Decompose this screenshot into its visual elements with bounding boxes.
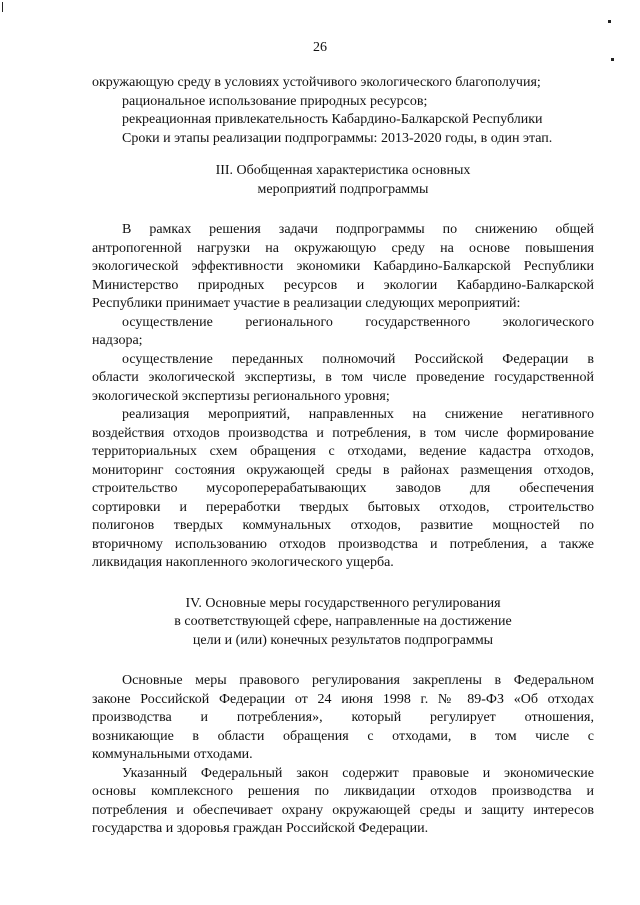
paragraph-line: законе Российской Федерации от 24 июня 1998 г. № 89-ФЗ «Об отходах (92, 691, 594, 707)
paragraph-line: ликвидация накопленного экологического ущерба. (92, 555, 394, 570)
paragraph-line: реализация мероприятий, направленных на снижение негативного (122, 407, 594, 422)
paragraph-line: Республики принимает участие в реализации следующих мероприятий: (92, 296, 521, 311)
paragraph-line: области экологической экспертизы, в том числе проведение государственной (92, 370, 594, 385)
page-content (92, 74, 594, 839)
paragraph-line: потребления и обеспечивает охрану окружающей среды и защиту интересов (92, 802, 594, 818)
scan-mark-left (2, 2, 3, 12)
section-heading-line: в соответствующей сфере, направленные на достижение (174, 614, 512, 629)
intro-line: Сроки и этапы реализации подпрограммы: 2013-2020 годы, в один этап. (122, 130, 553, 146)
paragraph-line: вторичному использованию отходов производства и потребления, а также (92, 536, 594, 552)
paragraph-line: коммунальными отходами. (92, 747, 253, 762)
paragraph-line: сортировки и переработки твердых бытовых отходов, строительство (92, 499, 594, 515)
page-number: 26 (313, 40, 327, 55)
paragraph-line: осуществление переданных полномочий Российской Федерации в (122, 351, 594, 367)
paragraph-line: экологической эффективности экономики Кабардино-Балкарской Республики (92, 259, 594, 274)
paragraph-line: В рамках решения задачи подпрограммы по снижению общей (122, 222, 594, 237)
section-heading-line: IV. Основные меры государственного регулирования (185, 595, 501, 611)
paragraph-line: территориальных схем обращения с отходами, ведение кадастра отходов, (92, 444, 594, 459)
intro-line: рекреационная привлекательность Кабардино-Балкарской Республики (122, 112, 543, 127)
section-heading-line: III. Обобщенная характеристика основных (215, 163, 471, 178)
section-3-paragraph (92, 221, 594, 314)
intro-line: рациональное использование природных ресурсов; (122, 93, 428, 109)
measure-item-3 (92, 406, 594, 573)
measure-item-2 (92, 351, 594, 407)
paragraph-line: Основные меры правового регулирования закреплены в Федеральном (122, 673, 594, 688)
section-4-heading (92, 595, 594, 651)
scan-mark-top-right (608, 20, 611, 23)
scan-mark-right (611, 58, 614, 61)
paragraph-line: Указанный Федеральный закон содержит правовые и экономические (122, 765, 594, 781)
paragraph-line: основы комплексного решения по ликвидации отходов производства и (92, 784, 594, 799)
measure-item-1 (92, 314, 594, 351)
paragraph-line: Министерство природных ресурсов и экологии Кабардино-Балкарской (92, 277, 594, 293)
paragraph-line: возникающие в области обращения с отходами, в том числе с (92, 728, 594, 744)
paragraph-line: строительство мусороперерабатывающих заводов для обеспечения (92, 481, 594, 496)
paragraph-line: производства и потребления», который регулирует отношения, (92, 710, 594, 725)
section-heading-line: мероприятий подпрограммы (257, 181, 429, 197)
section-3-heading (92, 162, 594, 199)
paragraph-line: надзора; (92, 333, 143, 348)
paragraph-line: государства и здоровья граждан Российской Федерации. (92, 821, 429, 836)
paragraph-line: воздействия отходов производства и потребления, в том числе формирование (92, 425, 594, 441)
paragraph-line: антропогенной нагрузки на окружающую среду на основе повышения (92, 240, 594, 256)
section-4-paragraph-2 (92, 765, 594, 839)
section-heading-line: цели и (или) конечных результатов подпрограммы (192, 632, 494, 648)
intro-block (92, 74, 594, 148)
paragraph-line: мониторинг состояния окружающей среды в районах размещения отходов, (92, 462, 594, 478)
paragraph-line: экологической экспертизы регионального уровня; (92, 388, 390, 404)
paragraph-line: полигонов твердых коммунальных отходов, развитие мощностей по (92, 518, 594, 533)
section-4-paragraph-1 (92, 672, 594, 765)
paragraph-line: осуществление регионального государственного экологического (122, 314, 594, 330)
intro-line: окружающую среду в условиях устойчивого экологического благополучия; (92, 75, 541, 90)
